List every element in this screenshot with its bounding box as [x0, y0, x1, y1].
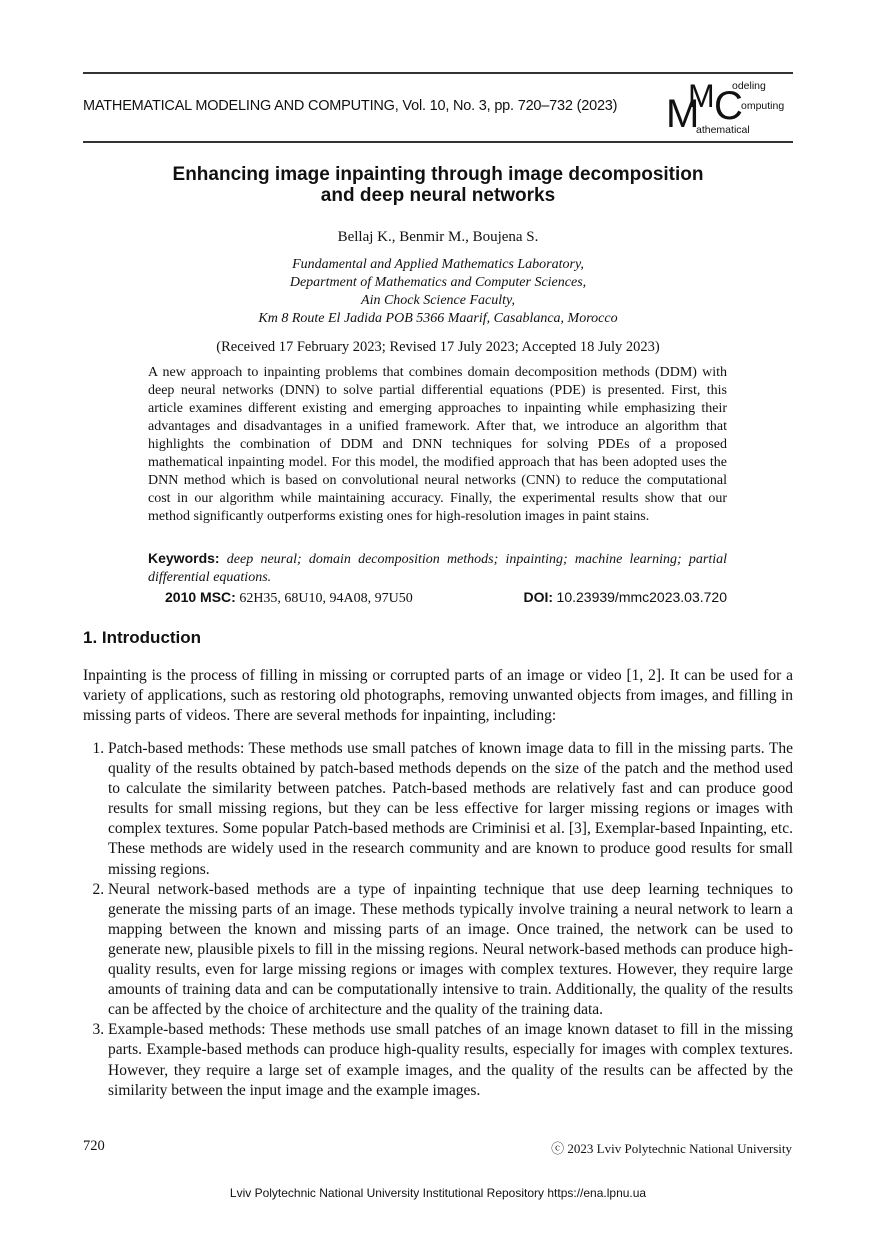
- affiliation-line: Fundamental and Applied Mathematics Laboratory,: [292, 257, 584, 272]
- logo-text: omputing: [741, 100, 785, 112]
- keywords-label: Keywords:: [148, 550, 220, 566]
- authors: Bellaj K., Benmir M., Boujena S.: [337, 229, 539, 245]
- doi: [523, 589, 727, 607]
- logo-letter: C: [714, 84, 743, 128]
- title-line: and deep neural networks: [320, 185, 556, 206]
- keywords-value: deep neural; domain decomposition methods; inpainting; machine learning; partial differential equations.: [148, 552, 727, 585]
- copyright: ⓒ 2023 Lviv Polytechnic National University: [551, 1141, 792, 1156]
- header-rule-bottom: [83, 141, 793, 143]
- list-item: 2. Neural network-based methods are a type of inpainting technique that use deep learning techniques to generate the missing parts of an image. These methods typically involve training a neural network to learn a mapping between the known and missing parts of an image. Once trained, the network can be used to generate new, plausible pixels to fill in the missing regions. Neural network-based methods can produce high-quality results, even for large missing regions or images with complex textures. However, they require large amounts of training data and can be computationally intensive to train. Additionally, the quality of the results can be affected by the choice of architecture and the quality of the training data.: [108, 880, 793, 1021]
- affiliation-line: Km 8 Route El Jadida POB 5366 Maarif, Casablanca, Morocco: [258, 311, 618, 326]
- logo-letter: M: [688, 78, 715, 114]
- methods-list: [83, 739, 793, 1101]
- section-heading: 1. Introduction: [83, 628, 202, 647]
- journal-logo: [666, 80, 796, 140]
- doi-link[interactable]: 10.23939/mmc2023.03.720: [556, 589, 727, 605]
- abstract: A new approach to inpainting problems that combines domain decomposition methods (DDM) with deep neural networks (DNN) to solve partial differential equations (PDE) is presented. First, this article examines different existing and emerging approaches to inpainting while emphasizing their advantages and disadvantages in a unified framework. After that, we introduce an algorithm that highlights the combination of DDM and DNN techniques for solving PDEs of a proposed mathematical inpainting model. For this model, the modified approach that has been adopted uses the DNN method which is based on convolutional neural networks (CNN) to reduce the computational cost in our algorithm while maintaining accuracy. Finally, the experimental results show that our method significantly outperforms existing ones for high-resolution images in paint stains.: [148, 365, 727, 524]
- logo-text: odeling: [732, 80, 766, 92]
- repository-footer: Lviv Polytechnic National University Institutional Repository https://ena.lpnu.ua: [229, 1186, 647, 1200]
- header-rule-top: [83, 72, 793, 74]
- list-item: 1. Patch-based methods: These methods use small patches of known image data to fill in the missing parts. The quality of the results obtained by patch-based methods depends on the size of the patch and the method used to calculate the similarity between patches. Patch-based methods are relatively fast and can produce good results for small missing regions, but they can be less effective for larger missing regions or images with complex textures. Some popular Patch-based methods are Criminisi et al. [3], Exemplar-based Inpainting, etc. These methods are widely used in the research community and are known to produce good results for small missing regions.: [108, 739, 793, 880]
- msc-doi-row: [165, 589, 727, 607]
- paper-title: [83, 164, 793, 206]
- keywords: [148, 549, 727, 587]
- page-number: 720: [83, 1138, 105, 1154]
- title-line: Enhancing image inpainting through image decomposition: [172, 164, 704, 185]
- msc: [165, 589, 413, 607]
- intro-paragraph: Inpainting is the process of filling in missing or corrupted parts of an image or video [1, 2]. It can be used for a variety of applications, such as restoring old photographs, removing unwanted objects from images, and filling in missing parts of videos. There are several methods for inpainting, including:: [83, 667, 793, 725]
- affiliation: [83, 256, 793, 328]
- affiliation-line: Department of Mathematics and Computer Sciences,: [289, 275, 587, 290]
- journal-header: MATHEMATICAL MODELING AND COMPUTING, Vol. 10, No. 3, pp. 720–732 (2023): [83, 98, 618, 114]
- msc-value: 62H35, 68U10, 94A08, 97U50: [239, 591, 413, 606]
- list-item: 3. Example-based methods: These methods use small patches of an image known dataset to fill in the missing parts. Example-based methods can produce high-quality results, especially for images with complex textures. However, they require a large set of example images, and the quality of the results can be affected by the similarity between the input image and the example images.: [108, 1020, 793, 1100]
- received-dates: (Received 17 February 2023; Revised 17 July 2023; Accepted 18 July 2023): [216, 339, 660, 355]
- affiliation-line: Ain Chock Science Faculty,: [361, 293, 515, 308]
- logo-text: athematical: [696, 124, 750, 136]
- logo-letter: M: [666, 92, 700, 136]
- msc-label: 2010 MSC:: [165, 589, 236, 605]
- doi-label: DOI:: [523, 589, 554, 605]
